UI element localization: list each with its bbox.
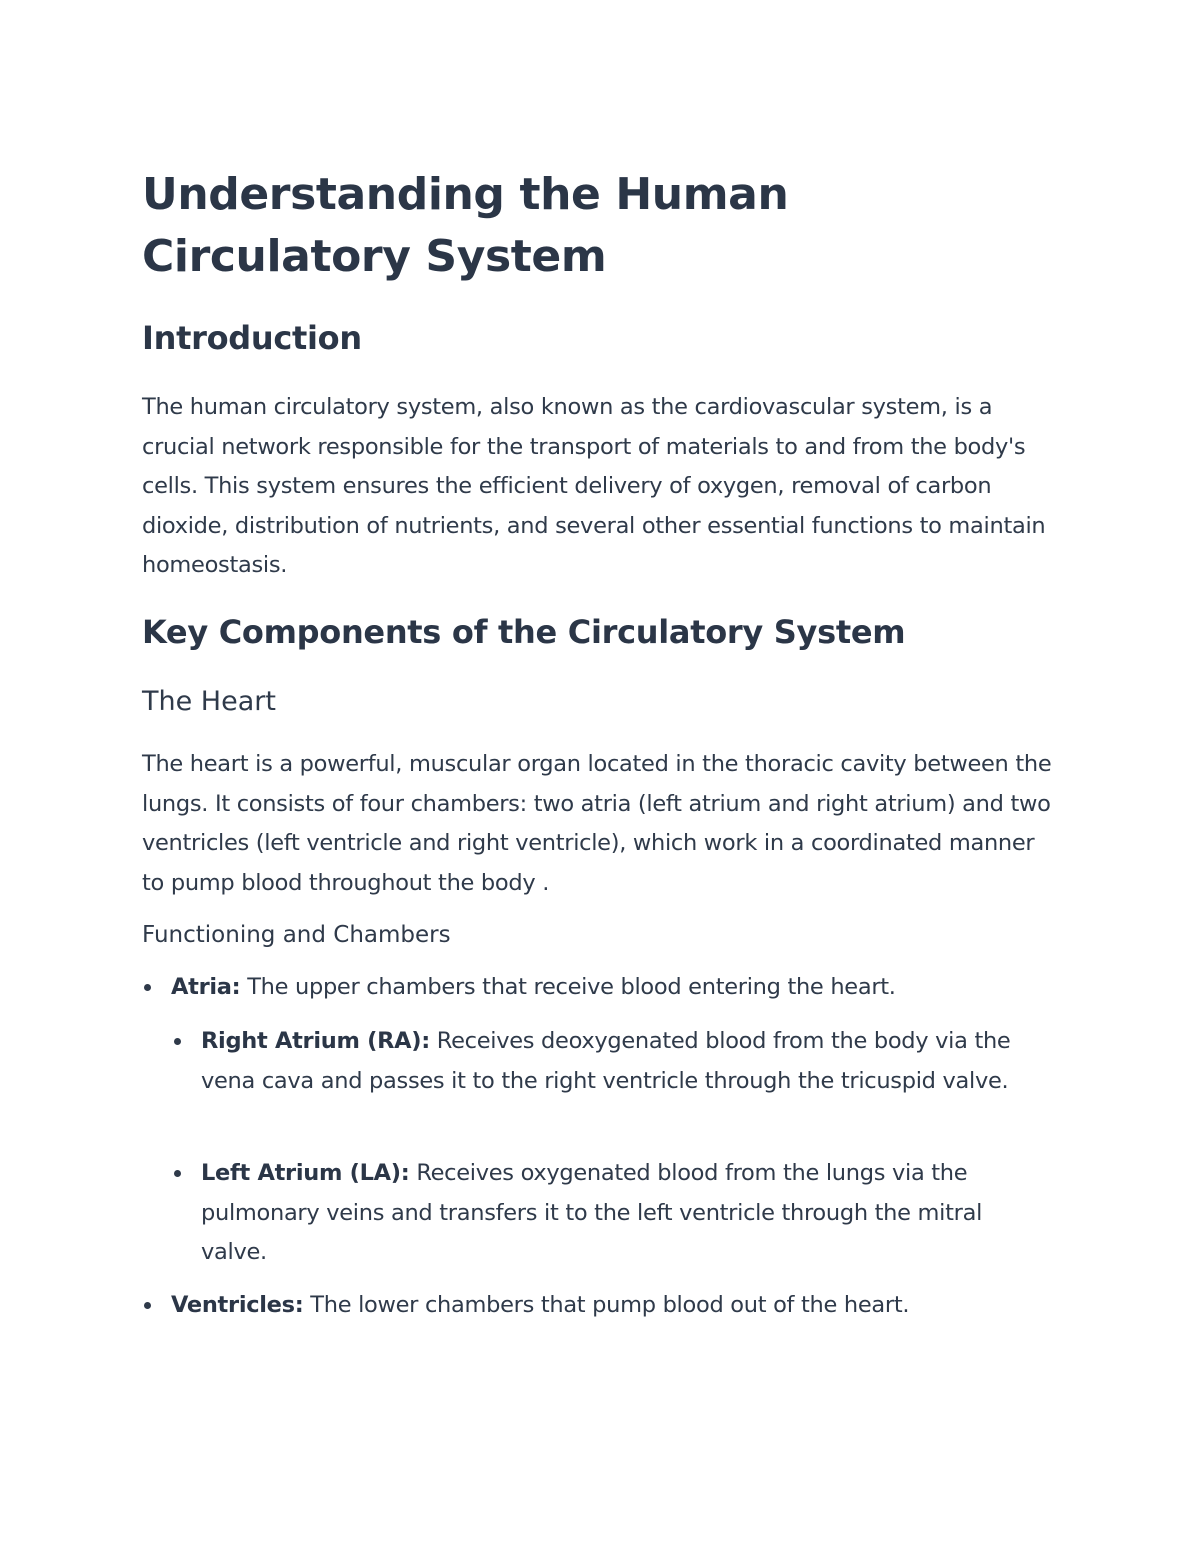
functioning-heading: Functioning and Chambers xyxy=(142,922,451,948)
desc-ventricles: The lower chambers that pump blood out of the heart. xyxy=(303,1292,910,1318)
list-item-ventricles xyxy=(171,1286,1062,1326)
list-item-atria xyxy=(171,968,1062,1008)
bullet-dot xyxy=(144,984,151,991)
bullet-dot xyxy=(174,1170,181,1177)
bullet-dot xyxy=(174,1038,181,1045)
intro-paragraph: The human circulatory system, also known as the cardiovascular system, is a crucial network responsible for the transport of materials to and from the body's cells. This system ensures the efficient delivery of oxygen, removal of carbon dioxide, distribution of nutrients, and several other essential functions to maintain homeostasis. xyxy=(142,394,1046,579)
desc-left-atrium: Receives oxygenated blood from the lungs via the pulmonary veins and transfers it to the left ventricle through the mitral valve. xyxy=(201,1160,983,1266)
bullet-dot xyxy=(144,1302,151,1309)
document-title: Understanding the Human Circulatory System xyxy=(142,169,789,282)
term-ventricles: Ventricles: xyxy=(171,1292,304,1318)
term-atria: Atria: xyxy=(171,974,241,1000)
desc-atria: The upper chambers that receive blood entering the heart. xyxy=(240,974,896,1000)
intro-heading: Introduction xyxy=(142,319,362,357)
desc-right-atrium: Receives deoxygenated blood from the body via the vena cava and passes it to the right ventricle through the tricuspid valve. xyxy=(201,1028,1011,1094)
components-heading: Key Components of the Circulatory System xyxy=(142,613,906,651)
list-item-right-atrium xyxy=(201,1022,1041,1101)
term-left-atrium: Left Atrium (LA): xyxy=(201,1160,410,1186)
heart-heading: The Heart xyxy=(142,686,276,717)
heart-paragraph: The heart is a powerful, muscular organ located in the thoracic cavity between the lungs. It consists of four chambers: two atria (left atrium and right atrium) and two ventricles (left ventricle and right ventricle), which work in a coordinated manner to pump blood throughout the body . xyxy=(142,751,1052,896)
list-item-left-atrium xyxy=(201,1154,1041,1273)
term-right-atrium: Right Atrium (RA): xyxy=(201,1028,430,1054)
